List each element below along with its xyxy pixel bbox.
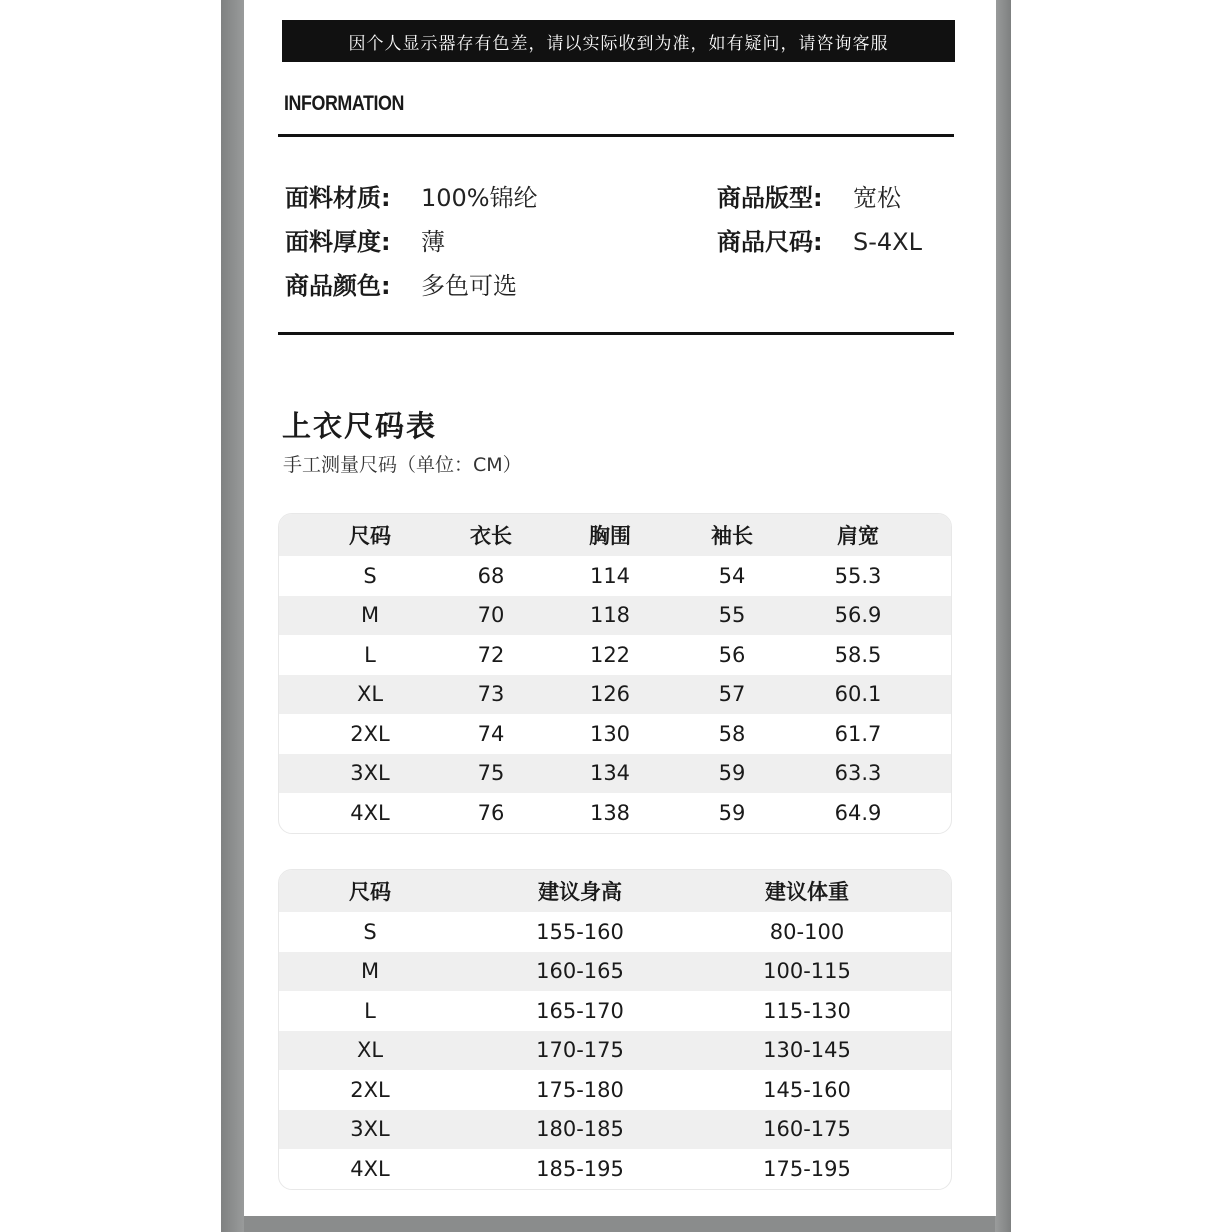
property-label: 商品尺码: bbox=[717, 228, 823, 256]
table-header-row bbox=[279, 514, 951, 556]
table-cell: 4XL bbox=[350, 800, 390, 825]
table-row bbox=[279, 912, 951, 952]
table-cell: 60.1 bbox=[834, 682, 882, 707]
property-value: 多色可选 bbox=[421, 272, 517, 300]
table-header-cell: 肩宽 bbox=[837, 524, 879, 548]
table-cell: 185-195 bbox=[536, 1156, 624, 1181]
property-value: 宽松 bbox=[853, 184, 901, 212]
table-cell: 165-170 bbox=[536, 998, 624, 1023]
table-header-cell: 建议体重 bbox=[765, 880, 849, 904]
frame-edge-right bbox=[995, 0, 1011, 1232]
table-cell: M bbox=[360, 603, 380, 628]
table-cell: 72 bbox=[477, 642, 505, 667]
property-size-range bbox=[717, 222, 922, 257]
property-label: 商品版型: bbox=[717, 184, 823, 212]
table-cell: 56.9 bbox=[834, 603, 882, 628]
table-cell: 100-115 bbox=[763, 959, 851, 984]
table-header-cell: 建议身高 bbox=[538, 880, 622, 904]
table-cell: 64.9 bbox=[834, 800, 882, 825]
table-cell: 59 bbox=[718, 761, 746, 786]
table-cell: 155-160 bbox=[536, 919, 624, 944]
size-chart-subtitle: 手工测量尺码（单位：CM） bbox=[283, 454, 522, 476]
table-cell: 75 bbox=[477, 761, 505, 786]
property-value: 100%锦纶 bbox=[421, 184, 538, 212]
table-cell: 58 bbox=[718, 721, 746, 746]
table-cell: S bbox=[363, 919, 377, 944]
divider-bottom bbox=[278, 332, 954, 335]
table-row bbox=[279, 1070, 951, 1110]
table-row bbox=[279, 793, 951, 833]
table-header-cell: 尺码 bbox=[349, 880, 391, 904]
table-row bbox=[279, 952, 951, 992]
table-row bbox=[279, 714, 951, 754]
table-row bbox=[279, 675, 951, 715]
table-cell: 2XL bbox=[350, 721, 390, 746]
property-label: 面料材质: bbox=[285, 184, 391, 212]
table-cell: L bbox=[364, 642, 376, 667]
table-cell: 59 bbox=[718, 800, 746, 825]
table-cell: 130-145 bbox=[763, 1038, 851, 1063]
table-cell: 73 bbox=[477, 682, 505, 707]
table-row bbox=[279, 635, 951, 675]
size-chart-title: 上衣尺码表 bbox=[282, 409, 438, 443]
table-header-cell: 衣长 bbox=[470, 524, 512, 548]
property-thickness bbox=[285, 222, 445, 257]
table-cell: 55.3 bbox=[834, 563, 882, 588]
table-cell: 58.5 bbox=[834, 642, 882, 667]
table-cell: 134 bbox=[589, 761, 631, 786]
property-label: 商品颜色: bbox=[285, 272, 391, 300]
table-row bbox=[279, 556, 951, 596]
table-cell: M bbox=[360, 959, 380, 984]
table-row bbox=[279, 991, 951, 1031]
property-value: 薄 bbox=[421, 228, 445, 256]
table-row bbox=[279, 596, 951, 636]
information-heading: INFORMATION bbox=[284, 92, 404, 115]
divider-top bbox=[278, 134, 954, 137]
property-value: S-4XL bbox=[853, 228, 922, 256]
property-fabric bbox=[285, 178, 538, 213]
table-cell: S bbox=[363, 563, 377, 588]
table-header-cell: 胸围 bbox=[589, 524, 631, 548]
table-cell: 3XL bbox=[350, 761, 390, 786]
table-cell: 61.7 bbox=[834, 721, 882, 746]
table-cell: 126 bbox=[589, 682, 631, 707]
table-cell: 180-185 bbox=[536, 1117, 624, 1142]
table-cell: 4XL bbox=[350, 1156, 390, 1181]
table-cell: 118 bbox=[589, 603, 631, 628]
table-cell: 138 bbox=[589, 800, 631, 825]
table-cell: 115-130 bbox=[763, 998, 851, 1023]
table-header-cell: 袖长 bbox=[711, 524, 753, 548]
table-row bbox=[279, 754, 951, 794]
property-label: 面料厚度: bbox=[285, 228, 391, 256]
property-color bbox=[285, 266, 517, 301]
table-cell: 70 bbox=[477, 603, 505, 628]
table-cell: 2XL bbox=[350, 1077, 390, 1102]
color-notice-banner: 因个人显示器存有色差，请以实际收到为准，如有疑问，请咨询客服 bbox=[282, 20, 955, 62]
table-header-cell: 尺码 bbox=[349, 524, 391, 548]
table-cell: 57 bbox=[718, 682, 746, 707]
table-cell: 80-100 bbox=[769, 919, 845, 944]
table-cell: 55 bbox=[718, 603, 746, 628]
table-row bbox=[279, 1110, 951, 1150]
table-cell: 56 bbox=[718, 642, 746, 667]
table-cell: 145-160 bbox=[763, 1077, 851, 1102]
recommendation-table bbox=[278, 869, 952, 1190]
measurement-table bbox=[278, 513, 952, 834]
table-header-row bbox=[279, 870, 951, 912]
table-cell: 170-175 bbox=[536, 1038, 624, 1063]
table-row bbox=[279, 1031, 951, 1071]
table-cell: 175-195 bbox=[763, 1156, 851, 1181]
property-fit bbox=[717, 178, 901, 213]
table-cell: 63.3 bbox=[834, 761, 882, 786]
table-cell: 74 bbox=[477, 721, 505, 746]
table-cell: XL bbox=[356, 1038, 384, 1063]
table-cell: 3XL bbox=[350, 1117, 390, 1142]
table-cell: 76 bbox=[477, 800, 505, 825]
table-cell: XL bbox=[356, 682, 384, 707]
table-cell: 175-180 bbox=[536, 1077, 624, 1102]
table-cell: 54 bbox=[718, 563, 746, 588]
table-cell: 160-175 bbox=[763, 1117, 851, 1142]
table-cell: 160-165 bbox=[536, 959, 624, 984]
table-cell: L bbox=[364, 998, 376, 1023]
table-row bbox=[279, 1149, 951, 1189]
frame-edge-left bbox=[221, 0, 244, 1232]
table-cell: 68 bbox=[477, 563, 505, 588]
table-cell: 130 bbox=[589, 721, 631, 746]
table-cell: 114 bbox=[589, 563, 631, 588]
table-cell: 122 bbox=[589, 642, 631, 667]
